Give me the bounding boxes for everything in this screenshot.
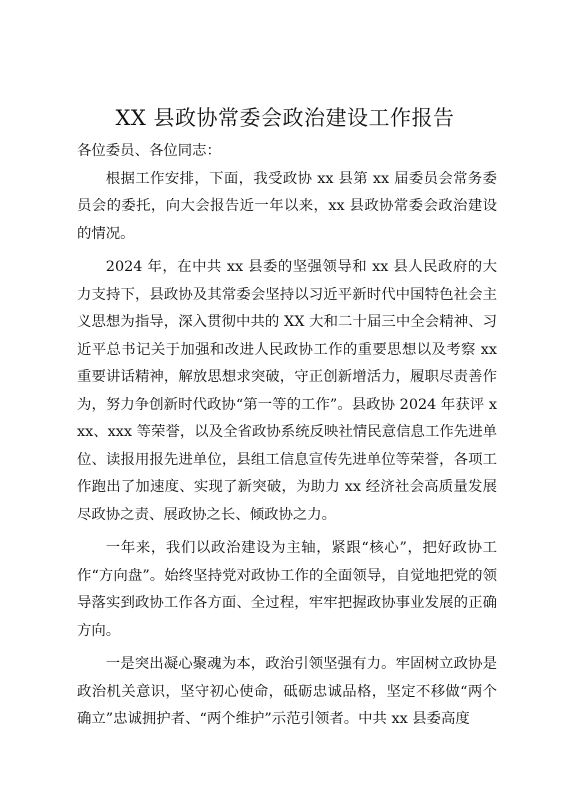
paragraph-summary: 2024 年，在中共 xx 县委的坚强领导和 xx 县人民政府的大力支持下，县政协及其常委会坚持以习近平新时代中国特色社会主义思想为指导，深入贯彻中共的 XX 大和二十届三中全会精神、习近平总书记关于加强和改进人民政协工作的重要思想以及考察 xx 重要讲话精神，解放思想求突破，守正创新增活力，履职尽责善作为，努力争创新时代政协“第一等的工作”。县政协 2024 年获评 xxx、xxx 等荣誉，以及全省政协系统反映社情民意信息工作先进单位、读报用报先进单位，县组工信息宣传先进单位等荣誉，各项工作跑出了加速度、实现了新突破，为助力 xx 经济社会高质量发展尽政协之责、展政协之长、倾政协之力。 xyxy=(77,259,497,523)
salutation: 各位委员、各位同志： xyxy=(77,143,221,159)
document-body xyxy=(77,138,497,740)
document-title: XX 县政协常委会政治建设工作报告 xyxy=(115,106,455,130)
paragraph-intro: 根据工作安排，下面，我受政协 xx 县第 xx 届委员会常务委员会的委托，向大会报告近一年以来，xx 县政协常委会政治建设的情况。 xyxy=(77,170,497,242)
paragraph-point-one: 一是突出凝心聚魂为本，政治引领坚强有力。牢固树立政协是政治机关意识，坚守初心使命，砥砺忠诚品格，坚定不移做“两个确立”忠诚拥护者、“两个维护”示范引领者。中共 xx 县委高度 xyxy=(77,656,497,727)
paragraph-political-building: 一年来，我们以政治建设为主轴，紧跟“核心”，把好政协工作“方向盘”。始终坚持党对政协工作的全面领导，自觉地把党的领导落实到政协工作各方面、全过程，牢牢把握政协事业发展的正确方向。 xyxy=(77,540,497,639)
